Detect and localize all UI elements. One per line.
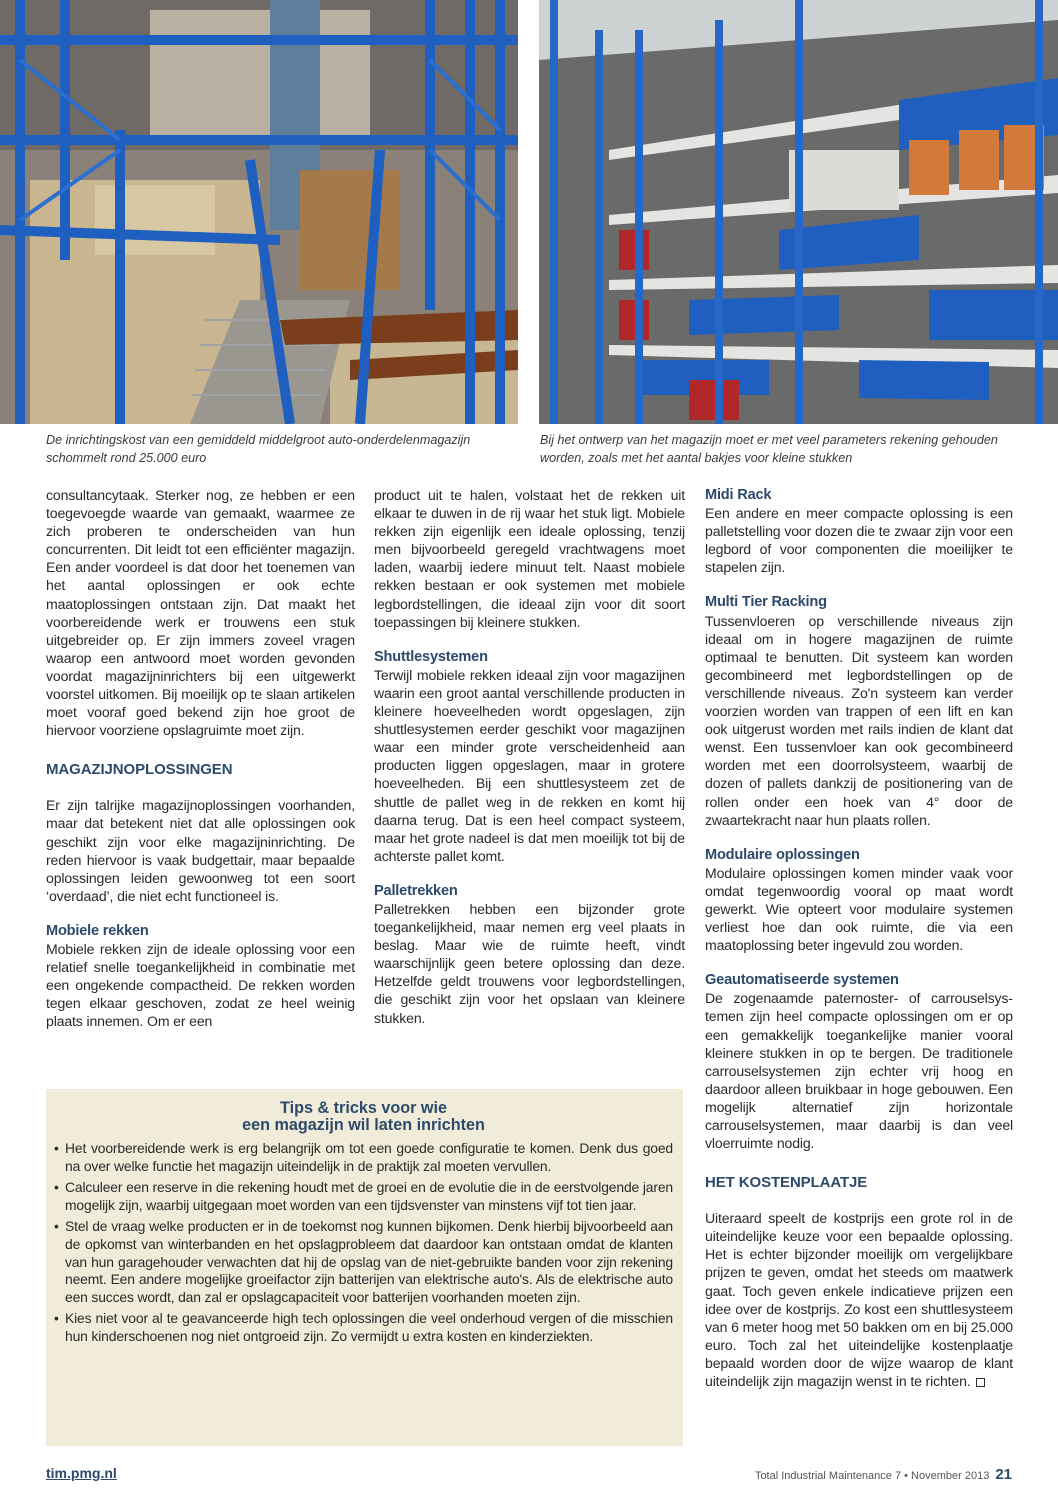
paragraph-mobiele-rekken: Mobiele rekken zijn de ideale oplossing voor een relatief snelle toegankelijkheid in combinatie met een ongekende compactheid. De rekken worden tegen elkaar geschoven, zodat ze heel weinig plaats innemen. Om er een — [46, 940, 355, 1030]
subheading-multi-tier-racking: Multi Tier Racking — [705, 594, 827, 611]
paragraph-palletrekken: Palletrekken hebben een bijzonder grote toegankelijkheid, maar nemen erg veel plaats in beslag. Maar wie de ruimte heeft, vindt waarschijnlijk geen betere oplossing dan deze. Hetzelfde geldt trouwens voor legbordstellingen, die geschikt zijn voor het opslaan van kleinere stukken. — [374, 900, 685, 1026]
subheading-palletrekken: Palletrekken — [374, 882, 458, 899]
footer-publication — [755, 1466, 1012, 1483]
bullet-icon: • — [54, 1140, 59, 1156]
photo-caption-left: De inrichtingskost van een gemiddeld middelgroot auto-onderdelenmagazijn schommelt rond 25.000 euro — [46, 433, 471, 465]
photo-caption-right: Bij het ontwerp van het magazijn moet er met veel parameters rekening gehouden worden, zoals met het aantal bakjes voor kleine stukken — [540, 433, 998, 465]
tips-item — [54, 1179, 673, 1214]
bullet-icon: • — [54, 1218, 59, 1235]
subheading-modulaire-oplossingen: Modulaire oplossingen — [705, 846, 860, 863]
photo-warehouse-mezzanine — [0, 0, 518, 424]
tips-item-text: Het voorbereidende werk is erg belangrijk om tot een goede configuratie te komen. Denk dus goed na over welke functie het magazijn uiteindelijk in de praktijk zal moeten vervullen. — [65, 1140, 673, 1174]
subheading-midi-rack: Midi Rack — [705, 487, 772, 503]
tips-item — [54, 1140, 673, 1175]
tips-box — [46, 1089, 683, 1446]
bullet-icon: • — [54, 1310, 59, 1327]
tips-item — [54, 1310, 673, 1345]
paragraph-midi-rack: Een andere en meer compacte oplossing is een palletstelling voor dozen die te zwaar zijn voor een legbord of voor componenten die moeilijker te stapelen zijn. — [705, 505, 1013, 576]
paragraph-kostenplaatje — [705, 1209, 1013, 1390]
subheading-geautomatiseerde-systemen: Geautomatiseerde systemen — [705, 972, 899, 989]
tips-item-text: Calculeer een reserve in die rekening houdt met de groei en de evolutie die in de eerstvolgende jaren mogelijk zijn, waarbij uitgegaan moet worden van een tijdsvenster van minstens vijf tot tien jaar. — [65, 1179, 673, 1213]
subheading-shuttlesystemen: Shuttlesystemen — [374, 648, 488, 665]
footer-site-link[interactable]: tim.pmg.nl — [46, 1465, 117, 1481]
paragraph-shuttlesystemen: Terwijl mobiele rekken ideaal zijn voor magazijnen waarin een groot aantal verschillende producten in kleinere hoeveelheden wordt opgeslagen, zijn shuttlesystemen eerder geschikt voor magazijnen waar een minder grote verscheidenheid aan producten liggen opgeslagen, maar in grotere hoeveelheden. Bij een shuttlesysteem zet de shuttle de pallet weg in de rekken en komt hij daarna terug. Dat is een heel compact systeem, maar het grote nadeel is dat men moeilijk tot bij de achterste pallet komt. — [374, 666, 685, 864]
subheading-mobiele-rekken: Mobiele rekken — [46, 922, 149, 939]
paragraph-geautomatiseerde-systemen: De zogenaamde paternoster- of carrouselsystemen zijn heel compacte oplossingen om er op een gemakkelijk toegankelijke manier vooral kleinere stukken in op te bergen. De traditionele carrouselsystemen zijn echter vrij hoog en daardoor alleen bruikbaar in hoge gebouwen. Een mogelijk alternatief zijn horizontale carrouselsystemen, maar daarbij is dan veel vloerruimte nodig. — [705, 990, 1013, 1152]
paragraph-modulaire-oplossingen: Modulaire oplossingen komen minder vaak voor omdat tegenwoordig vooral op maat wordt gewerkt. Wie opteert voor modulaire systemen verliest hoe dan ook ruimte, die via een maatoplossing beter ingevuld zou worden. — [705, 864, 1013, 954]
kostenplaatje-text: Uiteraard speelt de kostprijs een grote rol in de uiteindelijke keuze voor een bepaalde oplossing. Het is echter bijzonder moeilijk om vergelijkbare prijzen te geven, omdat het steeds om maatwerk gaat. Toch geven enkele indicatieve prijzen een idee over de kostprijs. Zo kost een shuttlesysteem van 6 meter hoog met 50 bakken om en bij 25.000 euro. Toch zal het uiteindelijke kostenplaatje bepaald worden door de wijze waarop de klant uiteindelijk zijn magazijn wenst in te richten. — [705, 1210, 1013, 1390]
tips-title — [54, 1100, 673, 1134]
section-heading-magazijnoplossingen: MAGAZIJNOPLOSSINGEN — [46, 761, 233, 779]
photo-shelving-bins — [539, 0, 1058, 424]
bullet-icon: • — [54, 1179, 59, 1196]
end-of-article-icon — [976, 1378, 985, 1387]
tips-item-text: Stel de vraag welke producten er in de toekomst nog kunnen bijkomen. Denk hierbij bijvoorbeeld aan de opkomst van winterbanden en het opslagprobleem dat daardoor kan ontstaan omdat de klanten van hun garagehouder verwachten dat hij de opslag van de niet-gebruikte banden voor zijn rekening neemt. Een andere mogelijke groeifactor zijn batterijen van elektrische auto's. Als de elektrische auto een succes wordt, dan zal er opslagcapaciteit voor batterijen voorhanden moeten zijn. — [65, 1218, 673, 1305]
footer-publication-text: Total Industrial Maintenance 7 • November 2013 — [754, 1470, 990, 1482]
tips-title-line-1: Tips & tricks voor wie — [279, 1099, 448, 1117]
tips-item — [54, 1218, 673, 1306]
intro-paragraph: consultancytaak. Sterker nog, ze hebben er een toegevoegde waarde van gemaakt, waarmee ze zich proberen te onderscheiden van hun concurrenten. Dit leidt tot een efficiënter magazijn. Een ander voordeel is dat door het toenemen van het aantal oplossingen er ook echte maatoplossingen ontstaan zijn. Dat maakt het voorbereidende werk er trouwens een stuk uitgebreider op. Er zijn immers zoveel vragen waarop een antwoord moet worden gevonden voordat magazijninrichters bij een uitgewerkt voorstel uitkomen. Bij moeilijk op te slaan artikelen moet vooraf goed bekend zijn hoe groot de hiervoor voorziene opslagruimte moet zijn. — [46, 487, 355, 739]
article-column-2 — [374, 486, 685, 1027]
paragraph-multi-tier-racking: Tussenvloeren op verschillende niveaus zijn ideaal om in hogere magazijnen de ruimte optimaal te benutten. Dit systeem kan worden gecombineerd met legbordstellingen op de verschillende niveaus. Zo'n systeem kan verder voorzien worden van trappen of een lift en kan ook uitgerust worden met rails indien de klant dat wenst. Een tussenvloer kan ook gecombineerd worden met een doorrolsysteem, waarbij de dozen of pallets dankzij de positionering van de rollen onder een hoek van 4° door de zwaartekracht naar hun plaats rollen. — [705, 612, 1013, 828]
article-column-3 — [705, 486, 1013, 1390]
tips-item-text: Kies niet voor al te geavanceerde high tech oplossingen die veel onderhoud vergen of die misschien hun kinderschoenen nog niet ontgroeid zijn. Zo vermijdt u extra kosten en kinderziekten. — [65, 1310, 673, 1344]
section-paragraph-magazijnoplossingen: Er zijn talrijke magazijnoplossingen voorhanden, maar dat betekent niet dat alle oplossingen ook geschikt zijn voor elke magazijninrichting. De reden hiervoor is vaak budgettair, maar bepaalde oplossingen leiden gewoonweg tot een soort ‘overdaad’, die niet echt functioneel is. — [46, 797, 355, 904]
article-column-1 — [46, 486, 355, 1030]
paragraph-mobiele-rekken-continued: product uit te halen, volstaat het de rekken uit elkaar te duwen in de rij waar het stuk ligt. Mobiele rekken zijn eigenlijk een ideale oplossing, tenzij men bijvoorbeeld geregeld vrachtwagens moet laden, waarbij iedere minuut telt. Naast mobiele rekken bestaan er ook systemen met mobiele legbordstellingen, die ideaal zijn voor dit soort toepassingen bij kleinere stukken. — [374, 487, 685, 630]
section-heading-kostenplaatje: HET KOSTENPLAATJE — [705, 1174, 868, 1192]
page-number: 21 — [995, 1466, 1012, 1483]
tips-list — [54, 1140, 673, 1346]
tips-title-line-2: een magazijn wil laten inrichten — [242, 1116, 485, 1134]
